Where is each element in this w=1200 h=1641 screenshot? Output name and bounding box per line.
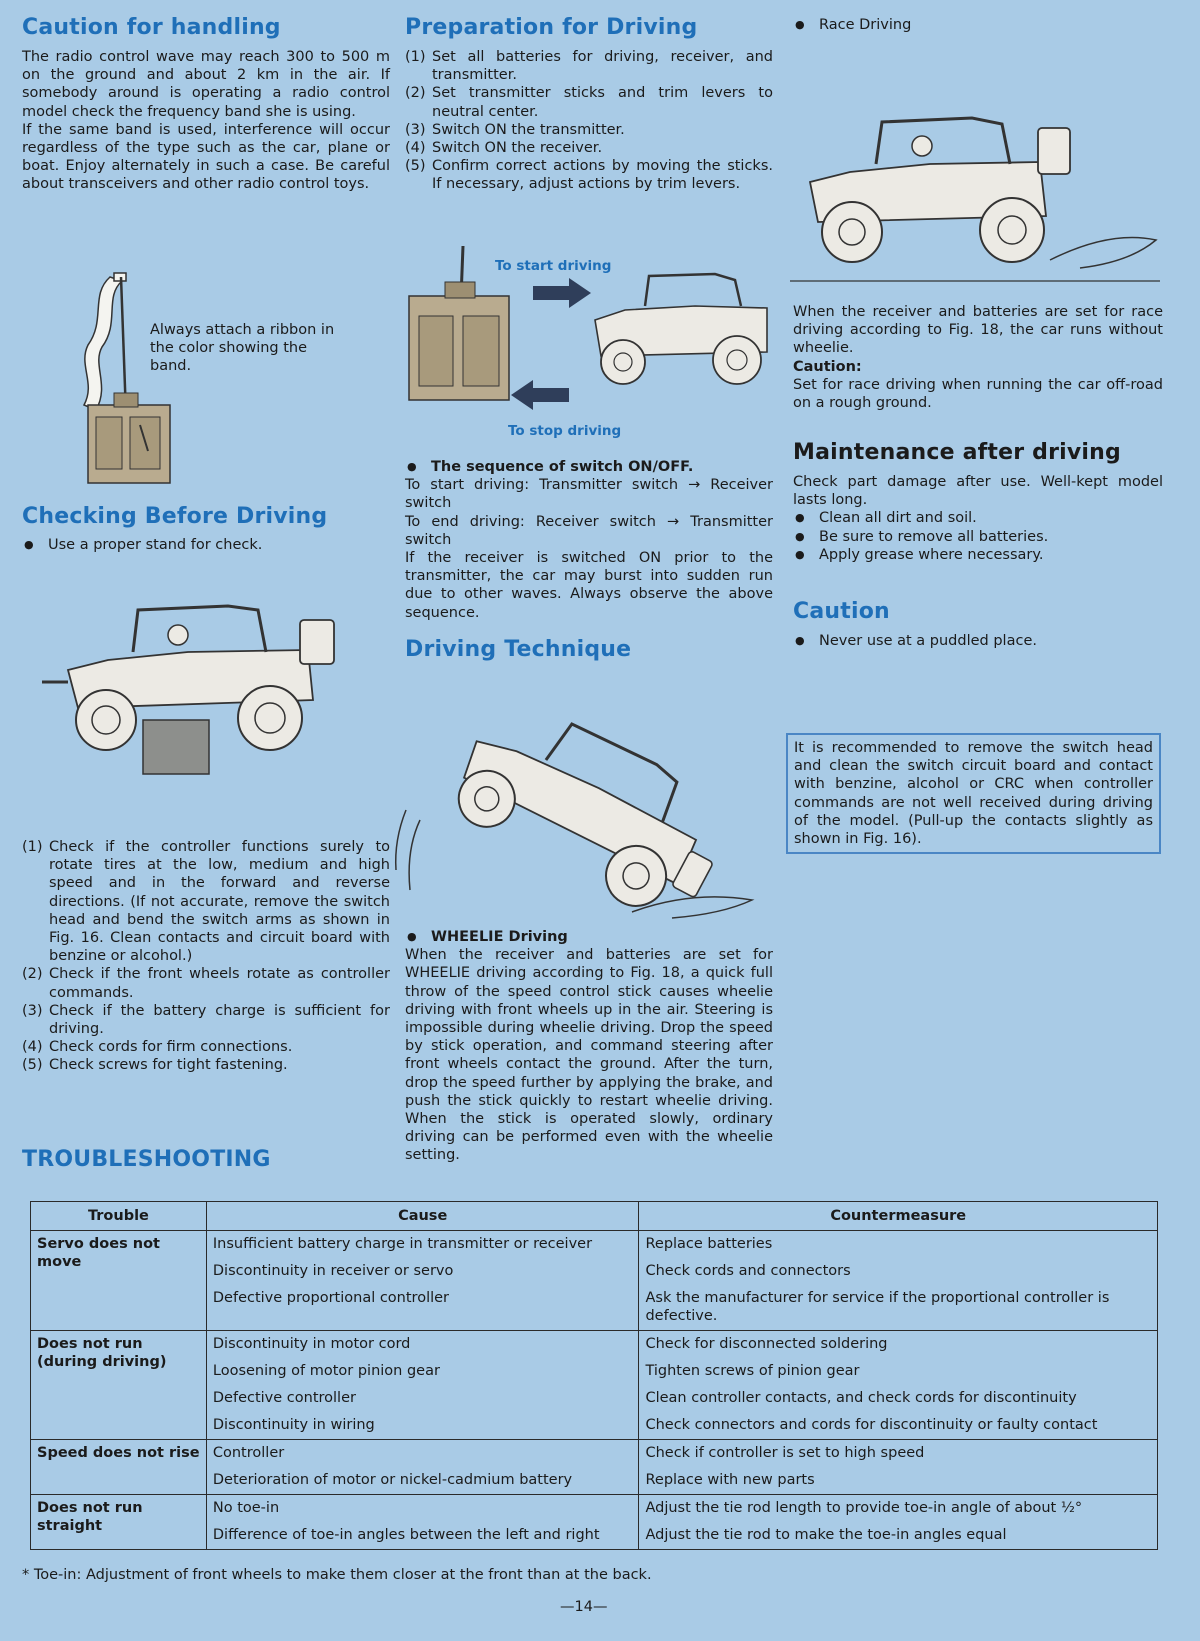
ribbon-caption: Always attach a ribbon in the color showing the band. bbox=[150, 322, 335, 375]
preparation-section bbox=[405, 14, 773, 194]
checking-title: Checking Before Driving bbox=[22, 504, 328, 529]
start-driving-label: To start driving bbox=[495, 258, 612, 274]
table-row bbox=[31, 1440, 1158, 1495]
countermeasure-cell bbox=[639, 1495, 1158, 1550]
notice-box: It is recommended to remove the switch head and clean the switch circuit board and contact with benzine, alcohol or CRC when controller commands are not well received during driving of the model. (Pull-up the contacts slightly as shown in Fig. 16). bbox=[786, 733, 1161, 854]
cause-line: Difference of toe-in angles between the left and right bbox=[212, 1527, 600, 1543]
wheelie-body: When the receiver and batteries are set for WHEELIE driving according to Fig. 18, a quick full throw of the speed control stick causes wheelie driving with front wheels up in the air. Steering is impossible during wheelie driving. Drop the speed by stick operation, and command steering after front wheels contact the ground. After the turn, drop the speed further by applying the brake, and push the stick quickly to restart wheelie driving. When the stick is operated slowly, ordinary driving can be performed even with the wheelie setting. bbox=[405, 947, 773, 1164]
driving-technique-title: Driving Technique bbox=[405, 637, 632, 662]
cause-line: No toe-in bbox=[212, 1500, 280, 1516]
troubleshooting-title: TROUBLESHOOTING bbox=[22, 1147, 271, 1172]
cause-line: Insufficient battery charge in transmitter or receiver bbox=[212, 1236, 593, 1252]
checking-bullet: ● Use a proper stand for check. bbox=[22, 536, 390, 554]
maintenance-bullet: ● Be sure to remove all batteries. bbox=[793, 528, 1163, 546]
toe-in-footnote: * Toe-in: Adjustment of front wheels to make them closer at the front than at the back. bbox=[22, 1567, 652, 1583]
trouble-cell: Speed does not rise bbox=[31, 1440, 207, 1495]
checking-item: (3) Check if the battery charge is sufficient for driving. bbox=[22, 1002, 390, 1038]
countermeasure-cell bbox=[639, 1331, 1158, 1440]
countermeasure-line: Adjust the tie rod length to provide toe-in angle of about ½° bbox=[645, 1500, 1083, 1516]
wheelie-title: ● WHEELIE Driving bbox=[405, 928, 773, 946]
countermeasure-line: Check connectors and cords for discontinuity or faulty contact bbox=[645, 1417, 1098, 1433]
stop-driving-label: To stop driving bbox=[508, 423, 622, 439]
cause-cell bbox=[206, 1495, 639, 1550]
table-row bbox=[31, 1331, 1158, 1440]
maintenance-body: Check part damage after use. Well-kept model lasts long. bbox=[793, 474, 1163, 509]
maintenance-bullet: ● Apply grease where necessary. bbox=[793, 546, 1163, 564]
checking-section bbox=[22, 503, 390, 554]
troubleshooting-table bbox=[30, 1201, 1158, 1550]
caution-handling-section bbox=[22, 14, 390, 194]
preparation-title: Preparation for Driving bbox=[405, 15, 698, 40]
countermeasure-line: Tighten screws of pinion gear bbox=[645, 1363, 860, 1379]
checking-item: (2) Check if the front wheels rotate as controller commands. bbox=[22, 966, 390, 1001]
table-row bbox=[31, 1231, 1158, 1331]
checking-item: (5) Check screws for tight fastening. bbox=[22, 1057, 288, 1074]
race-jeep-illustration bbox=[790, 100, 1160, 285]
preparation-item: (1) Set all batteries for driving, receiver, and transmitter. bbox=[405, 49, 773, 84]
race-caution-body: Set for race driving when running the car off-road on a rough ground. bbox=[793, 376, 1163, 412]
checking-list bbox=[22, 838, 390, 1075]
maintenance-section bbox=[793, 439, 1163, 564]
preparation-item: (2) Set transmitter sticks and trim levers to neutral center. bbox=[405, 85, 773, 120]
cause-cell bbox=[206, 1231, 639, 1331]
cause-line: Controller bbox=[212, 1445, 285, 1461]
race-section bbox=[793, 303, 1163, 412]
checking-item: (1) Check if the controller functions surely to rotate tires at the low, medium and high speed and in the forward and reverse directions. (If not accurate, remove the switch head and bend the switch arms as shown in Fig. 16. Clean contacts and circuit board with benzine or alcohol.) bbox=[22, 839, 390, 965]
maintenance-title: Maintenance after driving bbox=[793, 440, 1121, 465]
cause-line: Loosening of motor pinion gear bbox=[212, 1363, 440, 1379]
sequence-title: ● The sequence of switch ON/OFF. bbox=[405, 458, 773, 476]
trouble-cell: Does not run (during driving) bbox=[31, 1331, 207, 1440]
checking-item: (4) Check cords for firm connections. bbox=[22, 1039, 293, 1056]
table-header-row bbox=[31, 1202, 1158, 1231]
header-trouble: Trouble bbox=[31, 1202, 207, 1231]
caution-handling-body2: If the same band is used, interference will occur regardless of the type such as the car, plane or boat. Enjoy alternately in such a case. Be careful about transceivers and other radio control toys. bbox=[22, 121, 390, 193]
switch-sequence-section bbox=[405, 458, 773, 622]
maintenance-bullet: ● Clean all dirt and soil. bbox=[793, 509, 1163, 527]
cause-cell bbox=[206, 1440, 639, 1495]
cause-line: Defective controller bbox=[212, 1390, 356, 1406]
trouble-cell: Servo does not move bbox=[31, 1231, 207, 1331]
sequence-start: To start driving: Transmitter switch → Receiver switch bbox=[405, 477, 773, 512]
header-cause: Cause bbox=[206, 1202, 639, 1231]
caution-handling-title: Caution for handling bbox=[22, 15, 281, 40]
countermeasure-line: Check if controller is set to high speed bbox=[645, 1445, 925, 1461]
countermeasure-cell bbox=[639, 1231, 1158, 1331]
countermeasure-line: Adjust the tie rod to make the toe-in angles equal bbox=[645, 1527, 1007, 1543]
preparation-item: (3) Switch ON the transmitter. bbox=[405, 121, 625, 138]
cause-line: Discontinuity in motor cord bbox=[212, 1336, 411, 1352]
race-caution-label: Caution: bbox=[793, 358, 862, 375]
caution2-section bbox=[793, 598, 1163, 650]
countermeasure-line: Replace with new parts bbox=[645, 1472, 815, 1488]
trouble-cell: Does not run straight bbox=[31, 1495, 207, 1550]
cause-line: Discontinuity in receiver or servo bbox=[212, 1263, 454, 1279]
countermeasure-line: Replace batteries bbox=[645, 1236, 773, 1252]
countermeasure-cell bbox=[639, 1440, 1158, 1495]
jeep-on-stand-illustration bbox=[38, 590, 348, 780]
cause-cell bbox=[206, 1331, 639, 1440]
preparation-item: (5) Confirm correct actions by moving the sticks. If necessary, adjust actions by trim levers. bbox=[405, 158, 773, 193]
race-driving-title: ● Race Driving bbox=[793, 16, 1153, 34]
sequence-end: To end driving: Receiver switch → Transmitter switch bbox=[405, 513, 773, 548]
cause-line: Discontinuity in wiring bbox=[212, 1417, 375, 1433]
caution2-bullet: ● Never use at a puddled place. bbox=[793, 632, 1163, 650]
race-body: When the receiver and batteries are set for race driving according to Fig. 18, the car runs without wheelie. bbox=[793, 304, 1163, 357]
header-countermeasure: Countermeasure bbox=[639, 1202, 1158, 1231]
countermeasure-line: Ask the manufacturer for service if the proportional controller is defective. bbox=[645, 1290, 1110, 1324]
page-number: —14— bbox=[560, 1599, 608, 1615]
wheelie-illustration bbox=[392, 700, 772, 930]
countermeasure-line: Clean controller contacts, and check cords for discontinuity bbox=[645, 1390, 1077, 1406]
countermeasure-line: Check for disconnected soldering bbox=[645, 1336, 888, 1352]
preparation-item: (4) Switch ON the receiver. bbox=[405, 140, 603, 157]
cause-line: Deterioration of motor or nickel-cadmium battery bbox=[212, 1472, 573, 1488]
cause-line: Defective proportional controller bbox=[212, 1290, 450, 1306]
caution-handling-body: The radio control wave may reach 300 to 500 m on the ground and about 2 km in the air. If somebody around is operating a radio control model check the frequency band she is using. bbox=[22, 49, 390, 120]
countermeasure-line: Check cords and connectors bbox=[645, 1263, 851, 1279]
caution2-title: Caution bbox=[793, 599, 890, 624]
wheelie-section bbox=[405, 928, 773, 1165]
sequence-note: If the receiver is switched ON prior to the transmitter, the car may burst into sudden run due to other waves. Always observe the above sequence. bbox=[405, 550, 773, 621]
table-row bbox=[31, 1495, 1158, 1550]
